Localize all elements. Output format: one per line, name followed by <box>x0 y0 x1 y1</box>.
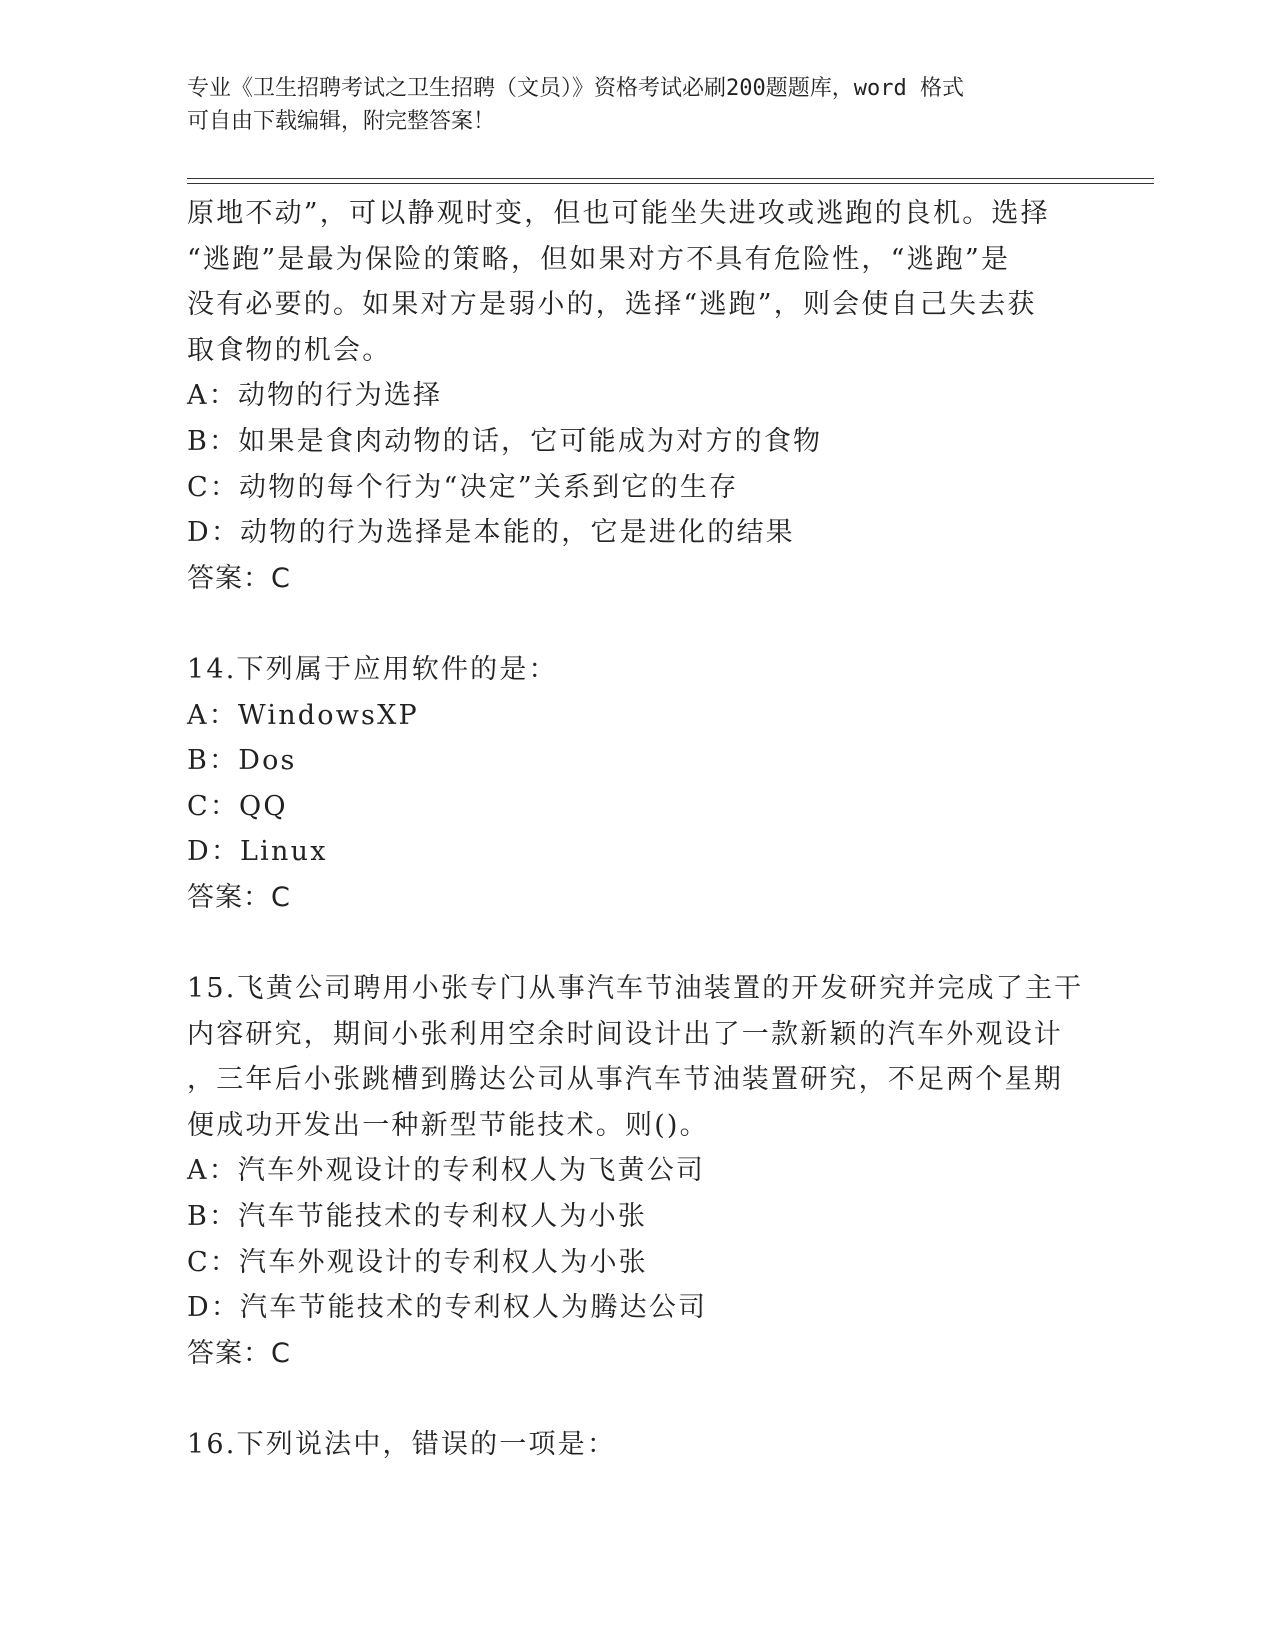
answer-line: 答案：C <box>187 562 291 594</box>
question-continuation <box>187 191 1087 601</box>
question-text-line: ，三年后小张跳槽到腾达公司从事汽车节油装置研究，不足两个星期 <box>187 1064 1063 1096</box>
question-text-line: 15.飞黄公司聘用小张专门从事汽车节油装置的开发研究并完成了主干 <box>187 973 1084 1005</box>
document-body <box>187 191 1087 1468</box>
question-text-line: 便成功开发出一种新型节能技术。则()。 <box>187 1109 709 1141</box>
question-16 <box>187 1422 1087 1468</box>
spacer <box>187 1376 1087 1422</box>
header-line-1: 专业《卫生招聘考试之卫生招聘（文员）》资格考试必刷200题题库，word 格式 <box>187 76 964 101</box>
option-a: A：汽车外观设计的专利权人为飞黄公司 <box>187 1155 706 1187</box>
option-b: B：汽车节能技术的专利权人为小张 <box>187 1201 648 1233</box>
header-rule-bottom <box>187 183 1154 184</box>
question-text-line: 16.下列说法中，错误的一项是： <box>187 1429 617 1461</box>
header-line-2: 可自由下载编辑，附完整答案！ <box>187 109 496 134</box>
option-d: D：动物的行为选择是本能的，它是进化的结果 <box>187 517 795 549</box>
answer-line: 答案：C <box>187 881 291 913</box>
option-c: C：QQ <box>187 790 288 822</box>
option-c: C：汽车外观设计的专利权人为小张 <box>187 1246 648 1278</box>
option-b: B：Dos <box>187 745 297 777</box>
question-14 <box>187 647 1087 921</box>
option-d: D：Linux <box>187 836 328 868</box>
question-text-line: 没有必要的。如果对方是弱小的，选择“逃跑”，则会使自己失去获 <box>187 289 1037 321</box>
page-header <box>187 72 1067 138</box>
question-15 <box>187 966 1087 1376</box>
answer-line: 答案：C <box>187 1337 291 1369</box>
header-rule-top <box>187 178 1154 179</box>
question-text-line: 原地不动”，可以静观时变，但也可能坐失进攻或逃跑的良机。选择 <box>187 198 1050 229</box>
option-a: A：WindowsXP <box>187 699 419 731</box>
spacer <box>187 601 1087 647</box>
option-b: B：如果是食肉动物的话，它可能成为对方的食物 <box>187 425 823 457</box>
option-d: D：汽车节能技术的专利权人为腾达公司 <box>187 1292 708 1324</box>
spacer <box>187 921 1087 967</box>
question-text-line: 内容研究，期间小张利用空余时间设计出了一款新颖的汽车外观设计 <box>187 1018 1063 1050</box>
option-c: C：动物的每个行为“决定”关系到它的生存 <box>187 471 739 503</box>
option-a: A：动物的行为选择 <box>187 380 443 412</box>
question-text-line: 14.下列属于应用软件的是： <box>187 653 558 685</box>
question-text-line: “逃跑”是最为保险的策略，但如果对方不具有危险性，“逃跑”是 <box>187 243 1011 275</box>
question-text-line: 取食物的机会。 <box>187 334 392 366</box>
